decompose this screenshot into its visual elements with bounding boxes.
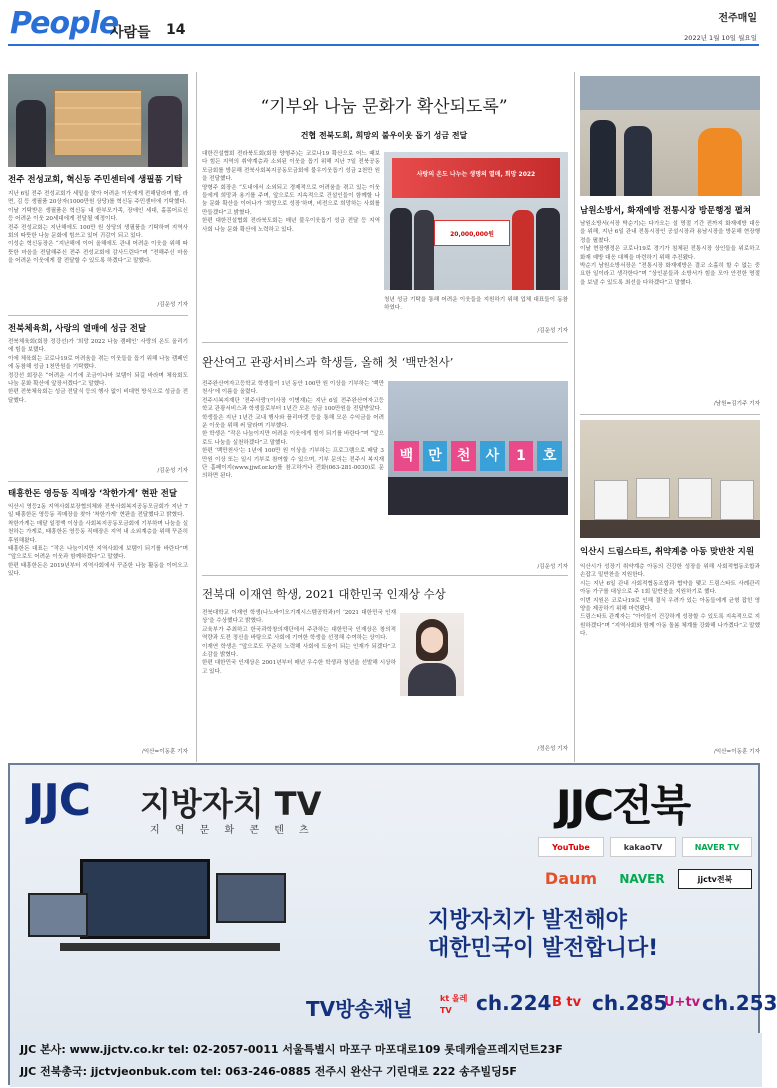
jeonbuk-univ-byline: /정은성 기자 [537,746,568,752]
church-article-body: 지난 6일 전주 전성교회가 세밑을 맞아 어려운 이웃에게 전해달라며 쌀, 라면, 김 등 생필품 20상자(1000만원 상당)를 혁신동 주민센터에 기탁했다. 이날 기탁받은 생필품은 혁신동 내 한부모가족, 장애인 세대, 홀몸어르신 등 어려운 이웃 20세대에게 전달될 예정이다. 전주 전성교회는 지난해에도 100만 원 상당의 생필품을 기탁하며 지역사회의 따뜻한 나눔 문화에 힘쓰고 있어 귀감이 되고 있다. 이성순 혁신동장은 “지난해에 이어 올해에도 관내 어려운 이웃을 위해 따뜻한 마음을 전달해주신 전주 전성교회에 감사드린다”며 “전해주신 마음을 어려운 이웃에게 잘 전달할 수 있도록 하겠다”고 말했다. [8,191,188,265]
kakaotv-logo: kakaoTV [610,837,676,857]
kt-olleh-logo: kt 올레TV [440,994,468,1015]
lead-article-byline: /김운성 기자 [537,328,568,334]
wansan-article-body: 전주완산여자고등학교 학생들이 1년 동안 100만 원 이상을 기부하는 ‘백만천사’에 이름을 올렸다. 전주시복지재단 ‘전주사랑’(이사장 이병재)는 지난 6일 전주완산여자고등학교 관광서비스과 학생들로부터 1년간 모은 성금 100만원을 전달받았다. 학생들은 지난 1년간 교내 행사와 플리마켓 등을 통해 모은 수익금을 어려운 이웃을 위해 써 달라며 기부했다. 한 학생은 “작은 나눔이지만 어려운 이웃에게 힘이 되기를 바란다”며 “앞으로도 나눔을 실천하겠다”고 말했다. 한편 ‘백만천사’는 1년에 100만 원 이상을 기부하는 프로그램으로 매달 3만원 이상 또는 일시 기부로 참여할 수 있으며, 기부 문의는 전주시 복지재단 홈페이지(www.jjwf.or.kr)를 참고하거나 전화(063-281-0030)로 문의하면 된다. [202,381,384,480]
student-portrait [400,613,464,696]
wansan-students-photo [388,381,568,515]
church-donation-photo [8,74,188,167]
kt-channel-number: ch.224 [476,991,552,1015]
namwon-photo [580,76,760,196]
hq-label: JJC 본사: [20,1043,66,1056]
lead-headline: “기부와 나눔 문화가 확산되도록” [260,97,508,117]
donation-check-amount: 20,000,000원 [450,231,494,238]
namwon-article-title: 남원소방서, 화재예방 전통시장 방문행정 펼쳐 [580,206,752,216]
iksan-article-byline: /익산=이동훈 기자 [713,749,760,755]
lead-article-body: 대한건설협회 전라북도회(회장 양형주)는 코로나19 확산으로 어느 때보다 힘든 지역의 취약계층과 소외된 이웃을 돕기 위해 지난 7일 전북공동모금회를 방문해 전북사회복지공동모금회에 불우이웃돕기 성금 2천만 원을 전달했다. 양형주 회장은 “도내에서 소외되고 경제적으로 어려움을 겪고 있는 이웃들에게 희망과 용기를 주며, 앞으로도 지속적으로 건설인들이 함께할 나눔 문화 확산을 이어나가 ‘희망으로 성장’하며, 비전으로 희망하는 사회를 만들겠다”고 밝혔다. 한편 대한건설협회 전라북도회는 매년 불우이웃돕기 성금 전달 등 지역 사회 나눔 문화 확산에 노력하고 있다. [202,151,380,233]
iksan-photo [580,420,760,538]
jeonbuk-univ-body-left: 전북대학교 이재연 학생(나노바이오기계시스템공학과)이 ‘2021 대한민국 인재상’을 수상했다고 밝혔다. 교육부가 주최하고 한국과학창의재단에서 주관하는 대한민국 인재상은 창의적 역량과 도전 정신을 바탕으로 사회에 기여한 학생을 선정해 수여하는 상이다. 이재연 학생은 “앞으로도 꾸준히 노력해 사회에 도움이 되는 인재가 되겠다”고 소감을 밝혔다. 한편 대한민국 인재상은 2001년부터 매년 우수한 학생과 청년을 선발해 시상하고 있다. [202,610,396,675]
issue-date: 2022년 1월 10일 월요일 [684,34,757,42]
jeonbuk-sports-title: 전북체육회, 사랑의 열매에 성금 전달 [8,324,147,334]
paper-name: 전주매일 [718,13,757,24]
jjc-tv-advertisement [8,763,777,1085]
jjc-logo-left: JJC [28,775,91,826]
church-article-title: 전주 전성교회, 혁신동 주민센터에 생필품 기탁 [8,175,183,185]
jeonbuk-sports-body: 전북체육회(회장 정강선)가 ‘희망 2022 나눔 캠페인’ 사랑의 온도 올리기에 힘을 보탰다. 이에 체육회는 코로나19로 어려움을 겪는 이웃들을 돕기 위해 나눔 캠페인에 동참해 성금 1천만원을 기탁했다. 정강선 회장은 “어려운 시기에 조금이나마 보탬이 되길 바라며 체육회도 나눔 문화 확산에 앞장서겠다”고 말했다. 한편 전북체육회는 성금 전달식 등의 행사 없이 비대면 방식으로 성금을 전달했다. [8,339,188,404]
taehwa-article-body: 익산시 영등2동 지역사회보장협의체와 전북사회복지공동모금회가 지난 7일 태흥한돈 영등동 직매장을 찾아 ‘착한가게’ 현판을 전달했다고 밝혔다. 착한가게는 매달 일정액 이상을 사회복지공동모금회에 기부하며 나눔을 실천하는 가게로, 태흥한돈 영등동 직매장은 지역 내 소외계층을 위해 꾸준히 후원해왔다. 태흥한돈 대표는 “작은 나눔이지만 지역사회에 보탬이 되기를 바란다”며 “앞으로도 어려운 이웃과 함께하겠다”고 말했다. 한편 태흥한돈은 2019년부터 지역사회에서 꾸준한 나눔 활동을 이어오고 있다. [8,504,188,578]
sign-letter: 만 [423,441,448,471]
section-title-en: People [10,6,119,41]
uplus-channel-number: ch.253 [702,991,777,1015]
sign-letter: 호 [537,441,562,471]
branch-address: jjctvjeonbuk.com tel: 063-246-0885 전주시 완산구 기린대로 222 송주빌딩5F [90,1065,517,1078]
naver-logo: NAVER [619,872,665,886]
ad-address-bar [10,1033,762,1087]
ad-tv-collage [20,853,320,973]
iksan-article-title: 익산시 드림스타트, 취약계층 아동 맞반찬 지원 [580,547,755,557]
jeonbuk-sports-byline: /김운성 기자 [157,468,188,474]
hq-address: www.jjctv.co.kr tel: 02-2057-0011 서울특별시 마포구 마포대로109 롯데캐슬프레지던트23F [69,1043,563,1056]
platform-logos [538,837,752,897]
jeonbuk-univ-title: 전북대 이재연 학생, 2021 대한민국 인재상 수상 [202,587,446,601]
lead-photo [384,152,568,290]
btv-logo: B tv [552,995,582,1010]
section-title-ko: 사람들 [110,25,151,41]
ad-title-main: 지방자치 TV [140,785,322,823]
taehwa-article-title: 태흥한돈 영등동 직매장 ‘착한가게’ 현판 전달 [8,489,178,499]
ad-slogan-line2: 대한민국이 발전합니다! [428,936,659,961]
branch-label: JJC 전북총국: [20,1065,87,1078]
channel-list [440,991,777,1021]
taehwa-article-byline: /익산=이동훈 기자 [141,749,188,755]
navertv-logo: NAVER TV [682,837,752,857]
sign-letter: 천 [451,441,476,471]
page-header [0,0,767,46]
wansan-sign-row [394,441,562,471]
donation-banner-text: 사랑의 온도 나누는 생명의 열매, 희망 2022 [416,171,536,178]
youtube-logo: YouTube [538,837,604,857]
lead-subhead: 건협 전북도회, 희망의 불우이웃 돕기 성금 전달 [300,131,468,140]
sign-letter: 1 [509,441,534,471]
btv-channel-number: ch.285 [592,991,668,1015]
namwon-article-byline: /남원=김기주 기자 [713,401,760,407]
header-rule [8,44,759,46]
lead-photo-caption: 청년 성금 기탁을 통해 어려운 이웃들을 지원하기 위해 업체 대표들이 동참하였다. [384,297,568,312]
sign-letter: 사 [480,441,505,471]
church-article-byline: /김운성 기자 [157,302,188,308]
ad-slogan-line1: 지방자치가 발전해야 [428,908,627,933]
tv-channel-label: TV방송채널 [306,997,413,1021]
namwon-article-body: 남원소방서(서장 박순기)는 다가오는 설 명절 기간 전까지 화재예방 대응을 위해, 지난 6일 관내 전통시장인 공설시장과 용남시장을 방문해 현장행정을 펼쳤다. 이날 현장행정은 코로나19로 경기가 침체된 전통시장 상인들을 위로하고 화재 예방 대응 대책을 마련하기 위해 추진됐다. 박순기 남원소방서장은 “전통시장 화재예방은 결코 소홀히 할 수 없는 중요한 일이라고 생각한다”며 “상인분들과 소방서가 힘을 모아 안전한 명절을 보낼 수 있도록 최선을 다하겠다”고 말했다. [580,221,760,286]
daum-logo: Daum [544,869,598,888]
wansan-article-title: 완산여고 관광서비스과 학생들, 올해 첫 ‘백만천사’ [202,355,454,369]
iksan-article-body: 익산시가 성장기 취약계층 아동의 건강한 성장을 위해 사회적협동조합과 손잡고 밑반찬을 지원한다. 시는 지난 6일 관내 사회적협동조합과 협약을 맺고 드림스타트 사례관리 아동 가구를 대상으로 주 1회 밑반찬을 지원하기로 했다. 이번 지원은 코로나19로 인해 결식 우려가 있는 아동들에게 균형 잡힌 영양을 제공하기 위해 마련됐다. 드림스타트 관계자는 “아이들이 건강하게 성장할 수 있도록 지속적으로 지원하겠다”며 “지역사회와 함께 아동 돌봄 체계를 강화해 나가겠다”고 말했다. [580,564,760,638]
page-number: 14 [166,22,186,38]
ad-title-sub: 지 역 문 화 콘 텐 츠 [150,825,315,836]
sign-letter: 백 [394,441,419,471]
wansan-article-byline: /김운성 기자 [537,564,568,570]
jjctv-jeonbuk-badge: jjctv전북 [678,869,752,889]
jjc-jeonbuk-logo: JJC전북 [556,781,690,830]
uplus-logo: U+tv [664,995,701,1010]
